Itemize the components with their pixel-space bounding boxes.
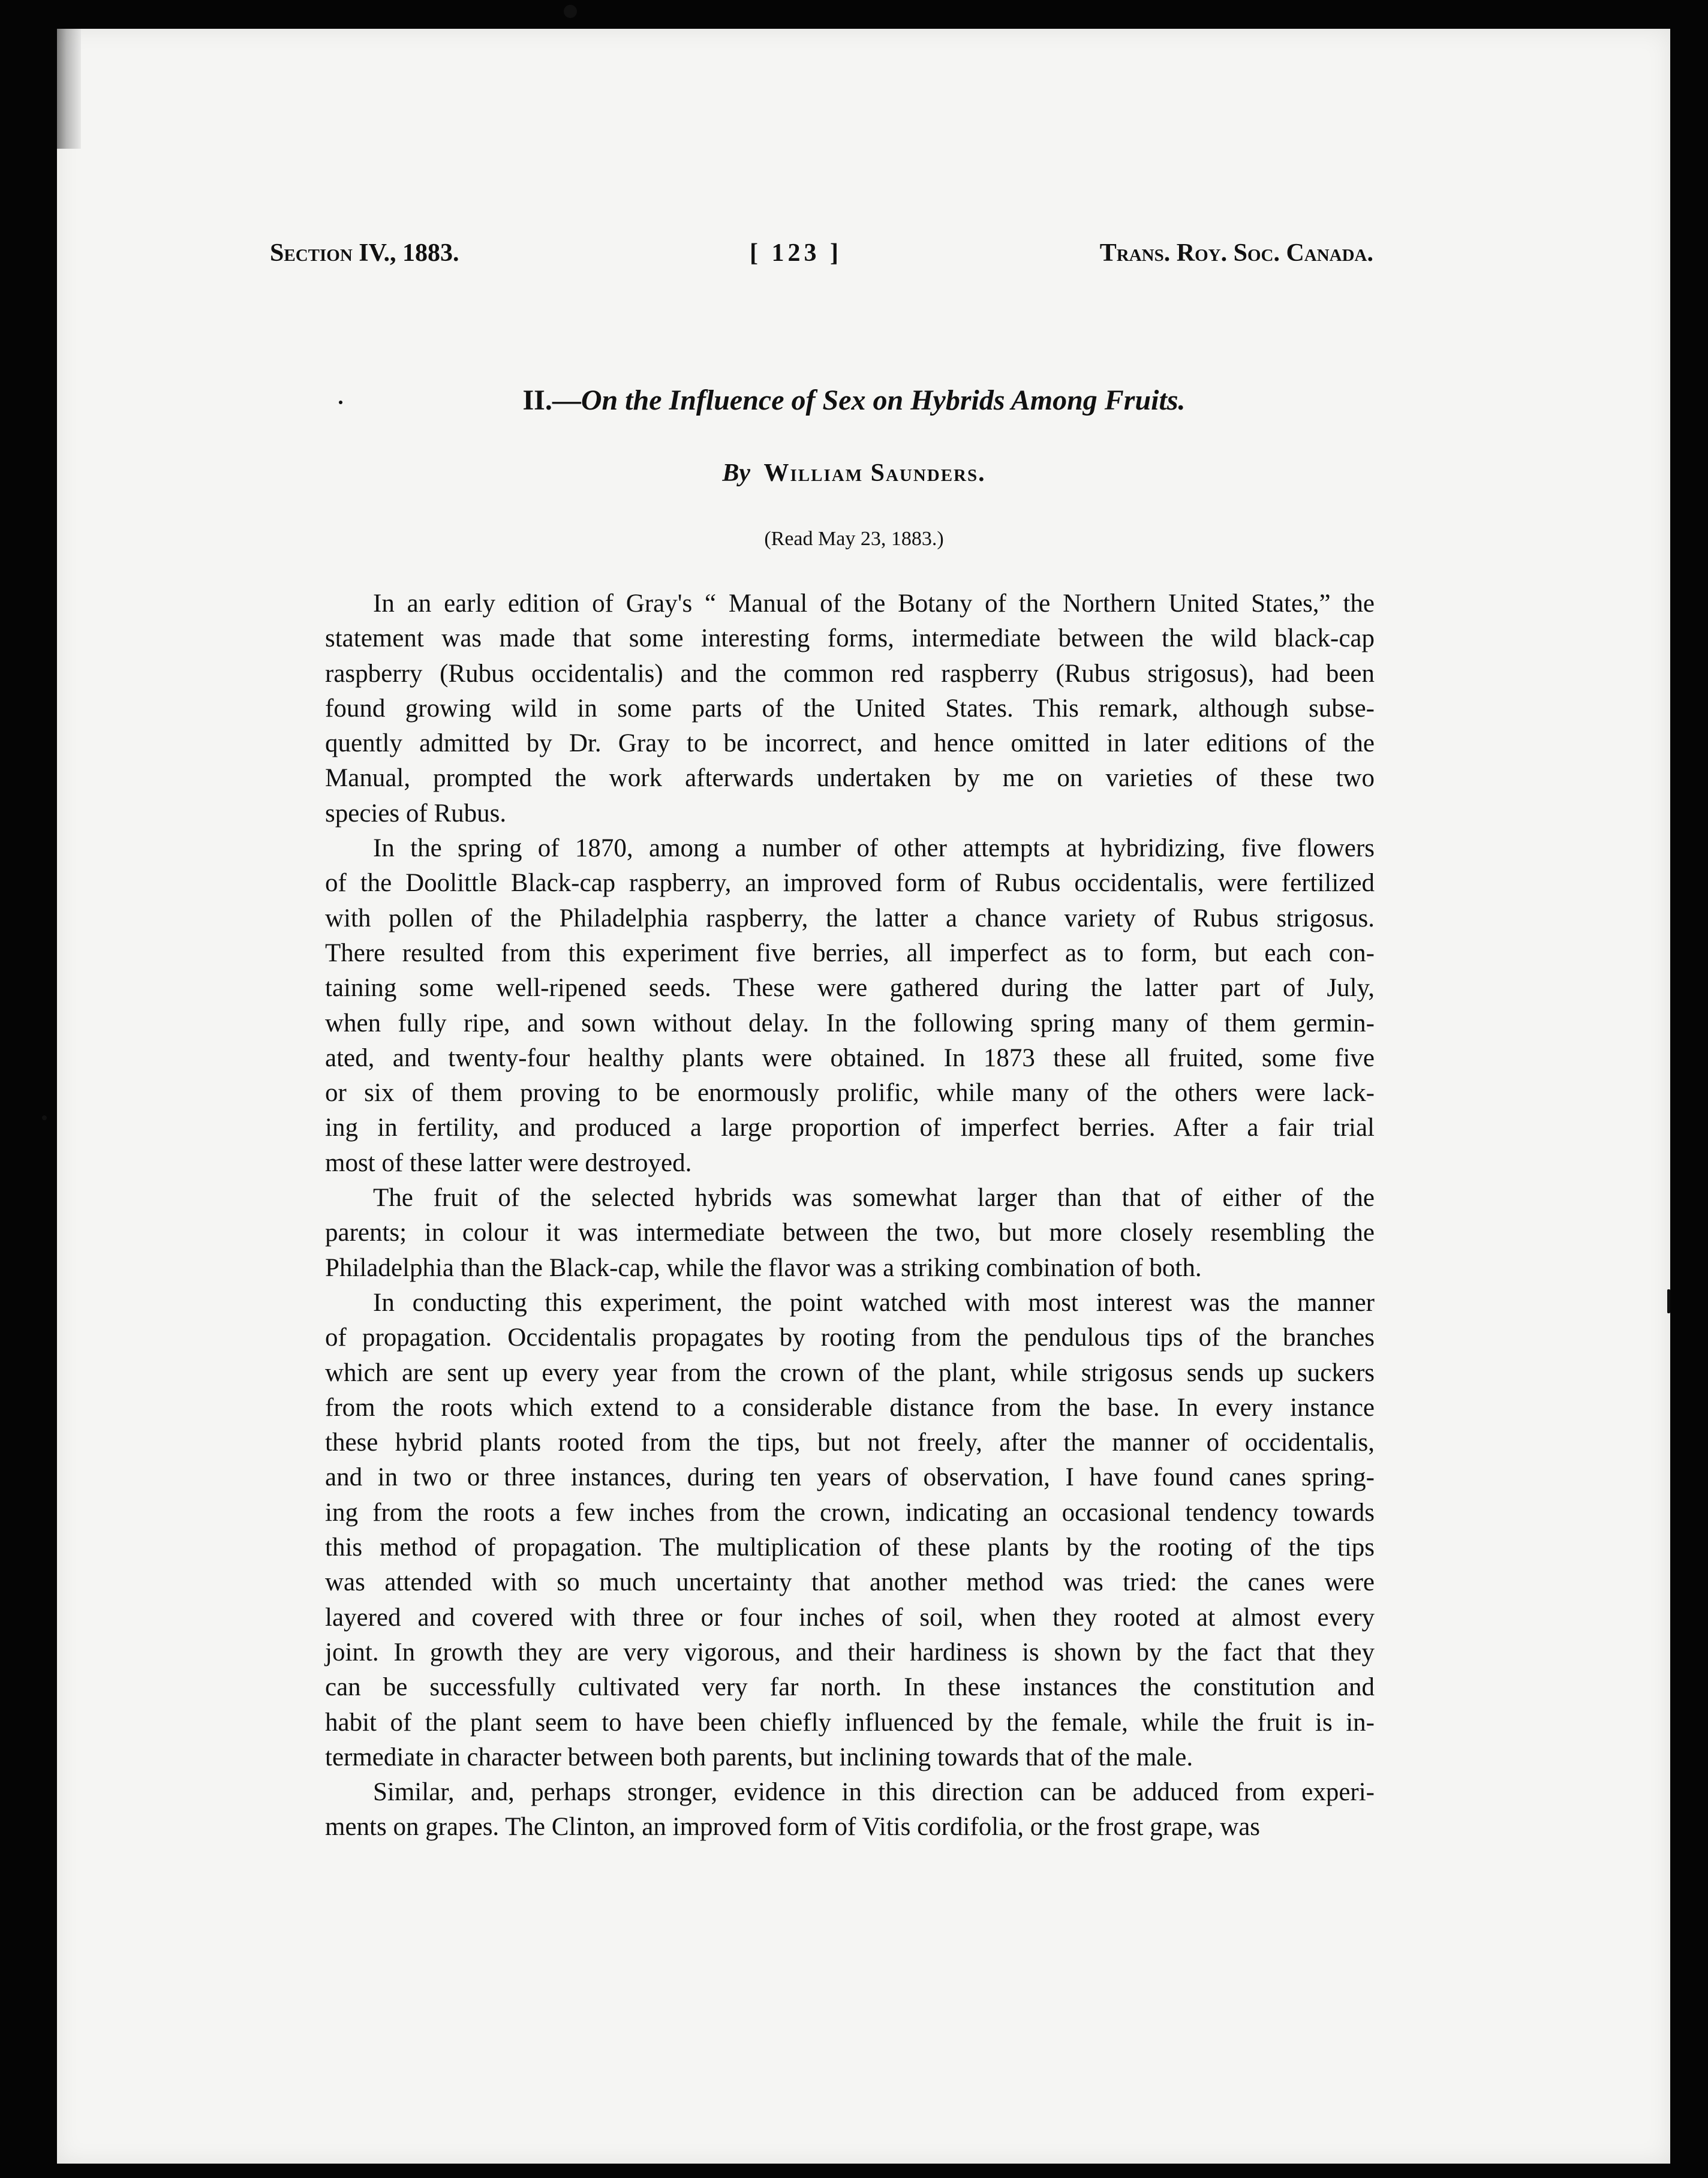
article-body [277, 586, 1375, 1845]
text-line: In conducting this experiment, the point watched with most interest was the manner [373, 1288, 1375, 1317]
text-line: ated, and twenty-four healthy plants were obtained. In 1873 these all fruited, some five [325, 1043, 1375, 1072]
text-line: termediate in character between both parents, but inclining towards that of the male. [325, 1743, 1193, 1771]
body-paragraph [277, 586, 1375, 831]
text-line: or six of them proving to be enormously prolific, while many of the others were lack- [325, 1079, 1375, 1108]
text-line: ing from the roots a few inches from the crown, indicating an occasional tendency towards [325, 1498, 1375, 1527]
text-line: There resulted from this experiment five berries, all imperfect as to form, but each con- [325, 938, 1375, 967]
text-line: quently admitted by Dr. Gray to be incorrect, and hence omitted in later editions of the [325, 729, 1375, 758]
text-line: when fully ripe, and sown without delay. In the following spring many of them germin- [325, 1009, 1375, 1037]
text-line: In the spring of 1870, among a number of other attempts at hybridizing, five flowers [373, 834, 1375, 863]
text-line: of the Doolittle Black-cap raspberry, an improved form of Rubus occidentalis, were fertilized [325, 869, 1375, 898]
article-title-text: On the Influence of Sex on Hybrids Among Fruits. [581, 384, 1186, 416]
text-line: Manual, prompted the work afterwards undertaken by me on varieties of these two [325, 764, 1375, 793]
text-line: taining some well-ripened seeds. These were gathered during the latter part of July, [325, 974, 1375, 1003]
body-paragraph [277, 1286, 1375, 1775]
text-line: In an early edition of Gray's “ Manual of the Botany of the Northern United States,” the [373, 589, 1375, 618]
body-paragraph [277, 1775, 1375, 1845]
body-paragraph [277, 831, 1375, 1181]
text-line: Philadelphia than the Black-cap, while the flavor was a striking combination of both. [325, 1253, 1202, 1282]
text-line: species of Rubus. [325, 799, 507, 828]
text-line: from the roots which extend to a considerable distance from the base. In every instance [325, 1393, 1375, 1422]
text-line: Similar, and, perhaps stronger, evidence in this direction can be adduced from experi- [373, 1778, 1375, 1807]
text-line: which are sent up every year from the crown of the plant, while strigosus sends up suckers [325, 1358, 1375, 1387]
text-line: layered and covered with three or four inches of soil, when they rooted at almost every [325, 1603, 1375, 1632]
text-line: parents; in colour it was intermediate between the two, but more closely resembling the [325, 1219, 1375, 1247]
text-line: was attended with so much uncertainty that another method was tried: the canes were [325, 1568, 1375, 1597]
page-edge-shadow [57, 29, 81, 149]
header-section: Section IV., 1883. [270, 239, 459, 267]
text-line: of propagation. Occidentalis propagates by rooting from the pendulous tips of the branches [325, 1323, 1375, 1352]
article-title [0, 384, 1708, 417]
text-line: found growing wild in some parts of the United States. This remark, although subse- [325, 694, 1375, 723]
text-line: raspberry (Rubus occidentalis) and the common red raspberry (Rubus strigosus), had been [325, 659, 1375, 688]
header-journal: Trans. Roy. Soc. Canada. [1099, 239, 1373, 267]
text-line: ments on grapes. The Clinton, an improved form of Vitis cordifolia, or the frost grape, was [325, 1813, 1261, 1842]
author-name: William Saunders. [763, 459, 986, 487]
text-line: statement was made that some interesting forms, intermediate between the wild black-cap [325, 624, 1375, 653]
article-number: II.— [522, 384, 581, 416]
body-paragraph [277, 1181, 1375, 1286]
text-line: and in two or three instances, during ten years of observation, I have found canes spring- [325, 1463, 1375, 1492]
text-line: habit of the plant seem to have been chiefly influenced by the female, while the fruit is in- [325, 1708, 1375, 1737]
text-line: joint. In growth they are very vigorous, and their hardiness is shown by the fact that they [325, 1638, 1375, 1666]
read-date: (Read May 23, 1883.) [764, 528, 944, 550]
byline-by: By [722, 459, 751, 487]
text-line: this method of propagation. The multiplication of these plants by the rooting of the tips [325, 1533, 1375, 1562]
text-line: with pollen of the Philadelphia raspberry, the latter a chance variety of Rubus strigosus. [325, 904, 1375, 932]
running-header [270, 239, 1373, 275]
text-line: ing in fertility, and produced a large proportion of imperfect berries. After a fair trial [325, 1114, 1375, 1142]
text-line: The fruit of the selected hybrids was somewhat larger than that of either of the [373, 1184, 1375, 1213]
header-page-number: [ 123 ] [750, 239, 842, 267]
text-line: can be successfully cultivated very far north. In these instances the constitution and [325, 1673, 1375, 1702]
text-line: these hybrid plants rooted from the tips, but not freely, after the manner of occidentalis, [325, 1428, 1375, 1457]
byline [0, 459, 1708, 488]
text-line: most of these latter were destroyed. [325, 1148, 692, 1177]
